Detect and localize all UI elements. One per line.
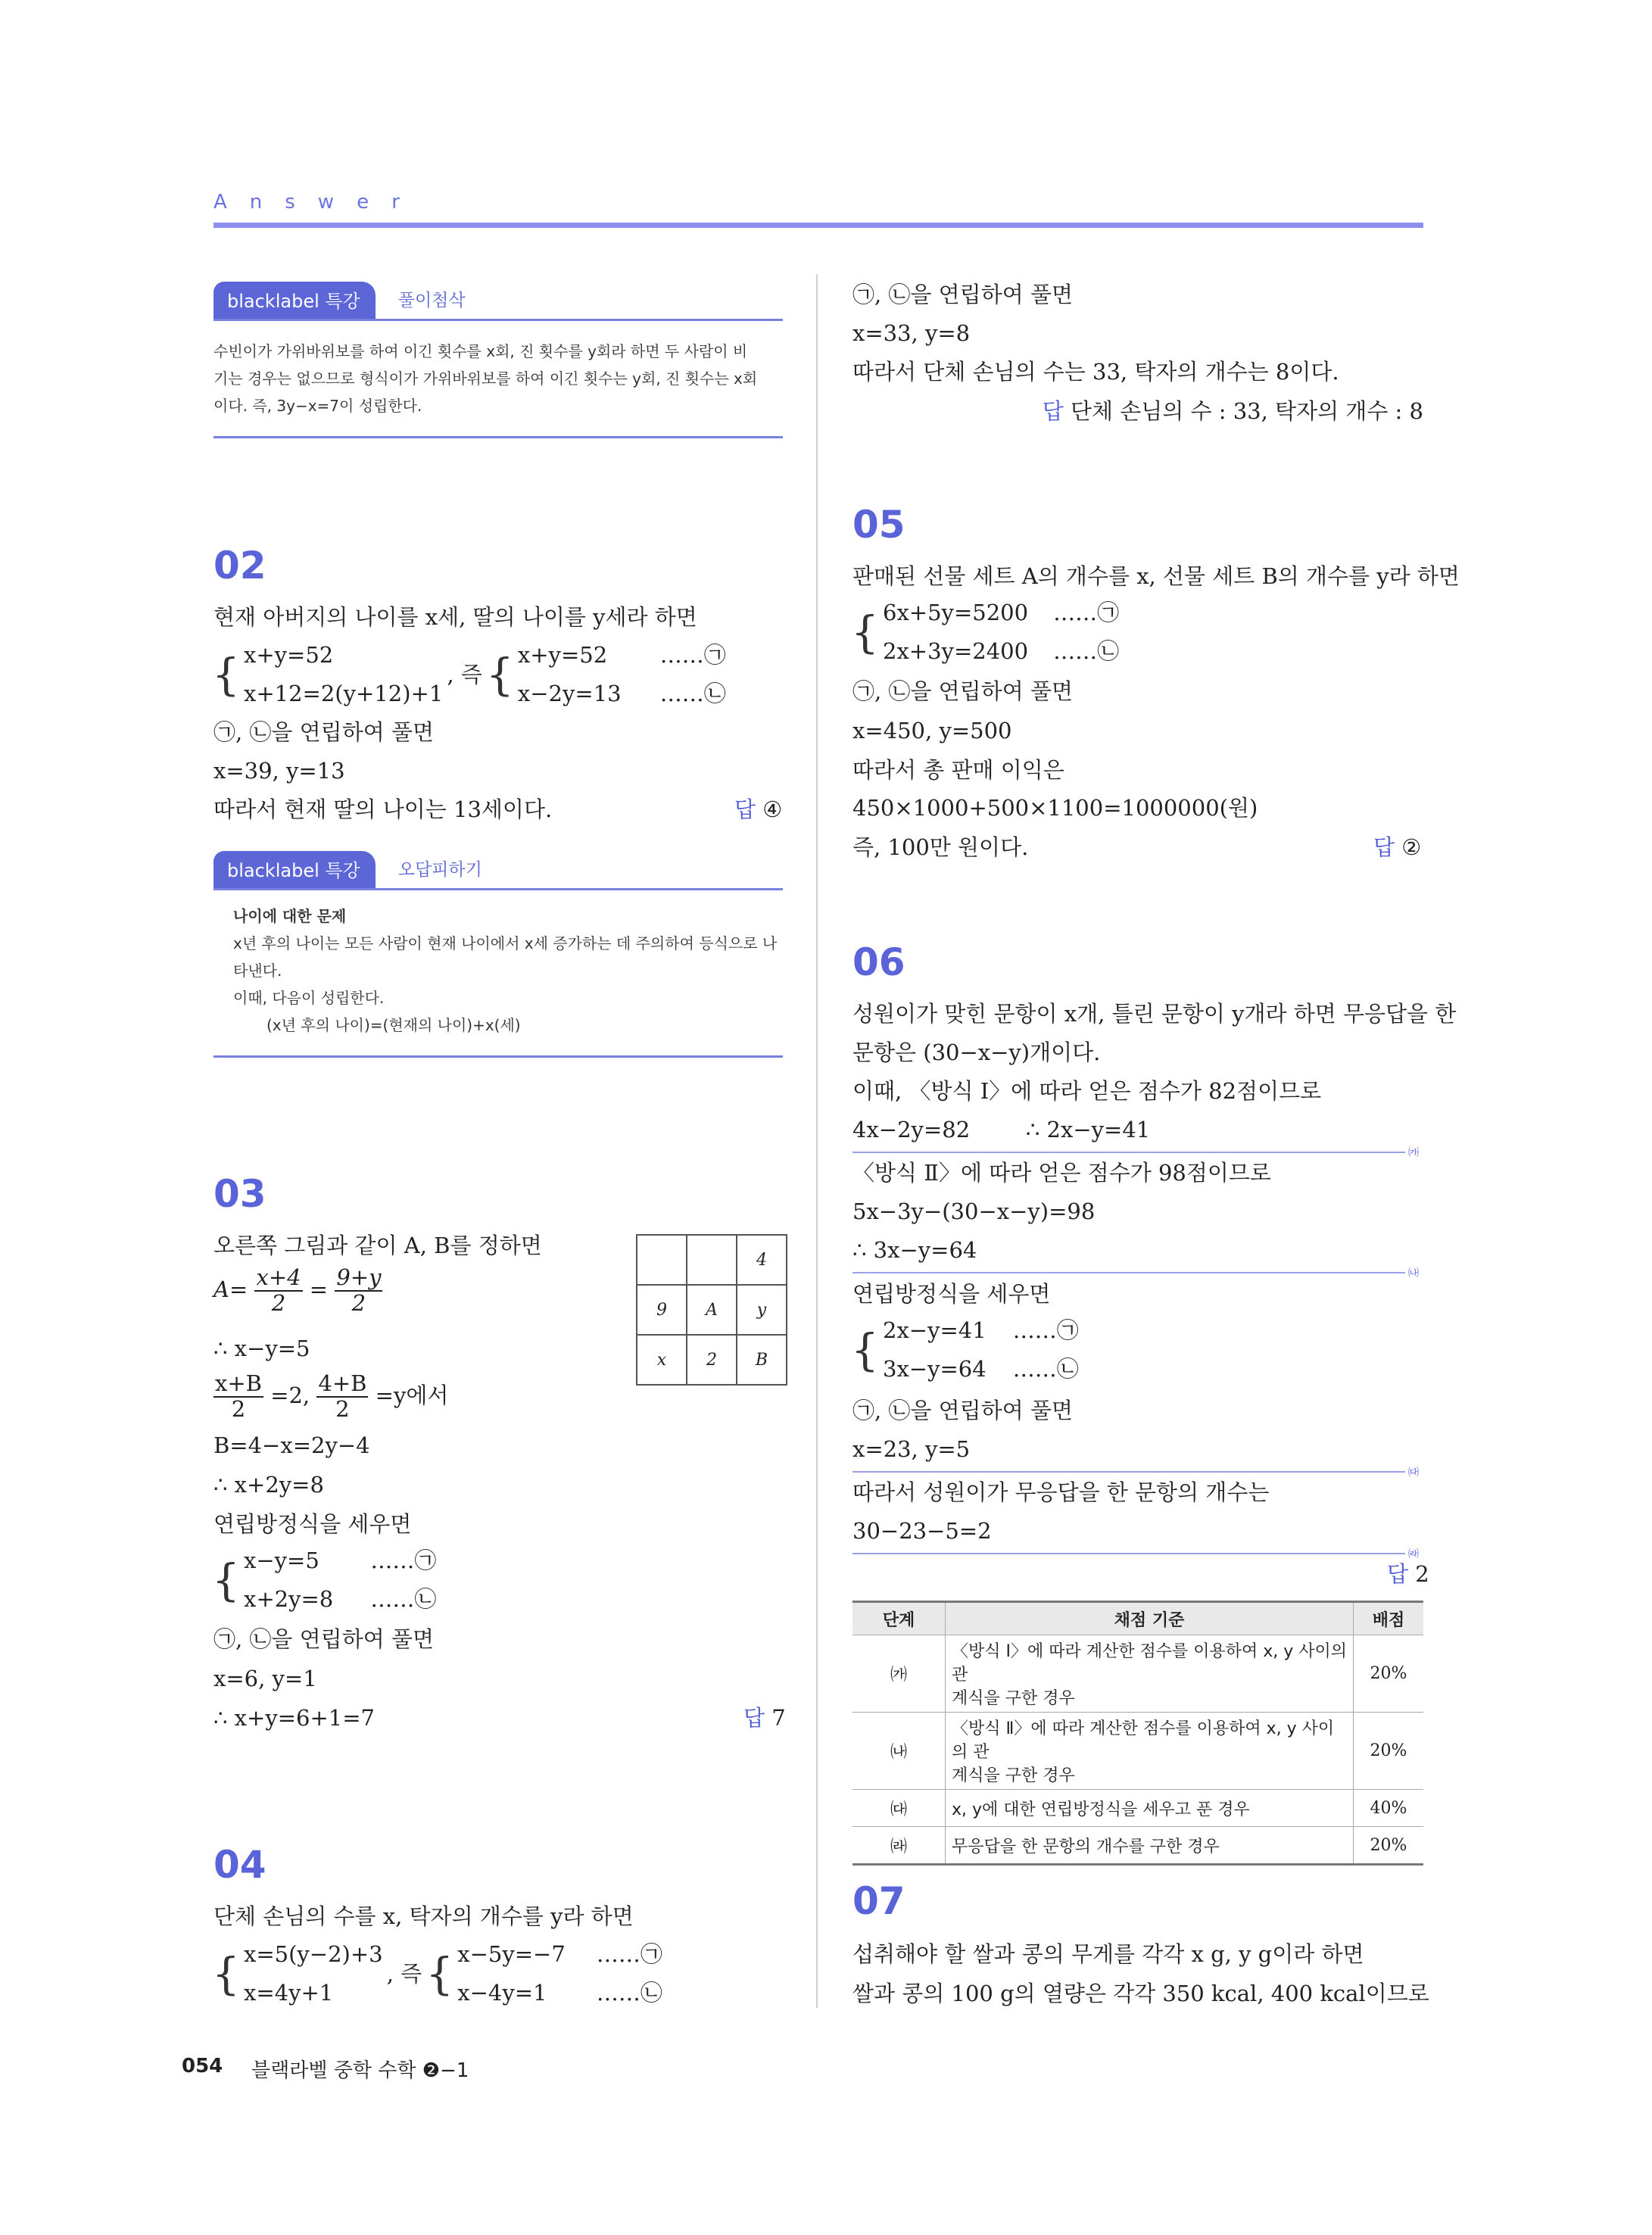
q05-line: 따라서 총 판매 이익은 [852, 757, 1064, 783]
brace-icon: { [851, 1324, 879, 1376]
q04-cont-line: 따라서 단체 손님의 수는 33, 탁자의 개수는 8이다. [852, 359, 1339, 385]
table-cell-points: 20% [1354, 1713, 1424, 1790]
table-cell-step: ㈐ [852, 1790, 946, 1827]
q02-line: ㉠, ㉡을 연립하여 풀면 [214, 719, 434, 745]
equation-marker: ……㉡ [1053, 638, 1120, 664]
equation-marker: ……㉠ [596, 1941, 662, 1967]
grid-cell: x [637, 1335, 687, 1385]
box-tag: blacklabel 특강 [214, 282, 376, 319]
box-subtitle: 풀이첨삭 [397, 291, 466, 310]
grid-cell [637, 1235, 687, 1285]
step-divider [852, 1471, 1405, 1473]
criteria-line: 〈방식 Ⅰ〉에 따라 계산한 점수를 이용하여 x, y 사이의 관 [952, 1642, 1348, 1685]
denominator: 2 [271, 1289, 286, 1316]
grid-cell: y [737, 1285, 787, 1335]
q06-line: 5x−3y−(30−x−y)=98 [852, 1199, 1096, 1224]
answer-value: 2 [1415, 1561, 1429, 1587]
table-cell-criteria: 무응답을 한 문항의 개수를 구한 경우 [946, 1827, 1354, 1865]
equation-marker: ……㉡ [1012, 1356, 1079, 1382]
criteria-line: 계식을 구한 경우 [952, 1766, 1075, 1785]
box-text-line: x년 후의 나이는 모든 사람이 현재 나이에서 x세 증가하는 데 주의하여 등식으로 나 [233, 934, 778, 952]
box-text-line: 기는 경우는 없으므로 형식이가 가위바위보를 하여 이긴 횟수는 y회, 진 횟수는 x회 [214, 369, 758, 388]
table-cell-points: 20% [1354, 1827, 1424, 1865]
q03-line: ㉠, ㉡을 연립하여 풀면 [214, 1626, 434, 1652]
problem-number-03: 03 [214, 1172, 267, 1216]
brace-icon: { [212, 1554, 240, 1606]
box-title: 나이에 대한 문제 [233, 907, 347, 925]
q07-line: 섭취해야 할 쌀과 콩의 무게를 각각 x g, y g이라 하면 [852, 1941, 1364, 1967]
joiner-text: , 즉 [447, 661, 482, 687]
grid-cell: 2 [687, 1335, 737, 1385]
q06-line: 문항은 (30−x−y)개이다. [852, 1040, 1101, 1065]
equation-marker: ……㉡ [596, 1980, 662, 2006]
step-label: ㈑ [1408, 1548, 1419, 1560]
problem-number-04: 04 [214, 1843, 267, 1887]
brace-icon: { [485, 649, 514, 700]
denominator: 2 [351, 1289, 366, 1316]
q06-line: ㉠, ㉡을 연립하여 풀면 [852, 1398, 1073, 1423]
grid-cell [687, 1235, 737, 1285]
answer-value: 단체 손님의 수 : 33, 탁자의 개수 : 8 [1070, 398, 1423, 424]
table-row [852, 1713, 1423, 1790]
step-divider [852, 1272, 1405, 1273]
q02-line: x=39, y=13 [214, 758, 345, 784]
math-text: A= [214, 1276, 248, 1302]
box-text-line: 수빈이가 가위바위보를 하여 이긴 횟수를 x회, 진 횟수를 y회라 하면 두 사람이 비 [214, 342, 748, 360]
q06-equation-system [851, 1311, 1079, 1389]
q05-intro: 판매된 선물 세트 A의 개수를 x, 선물 세트 B의 개수를 y라 하면 [852, 563, 1460, 589]
numerator: x+B [215, 1370, 262, 1396]
brace-icon: { [851, 606, 879, 658]
step-label: ㈎ [1408, 1147, 1419, 1159]
equation: x=5(y−2)+3 [244, 1941, 383, 1967]
q03-grid-figure [636, 1234, 787, 1386]
q02-equation-system [212, 636, 726, 713]
q05-line: 즉, 100만 원이다. [852, 834, 1029, 860]
table-cell-step: ㈏ [852, 1713, 946, 1790]
box-text-line: 타낸다. [233, 962, 282, 980]
header-answer-word: Answer [214, 191, 422, 214]
book-title: 블랙라벨 중학 수학 ❷−1 [251, 2059, 469, 2082]
q06-line: 30−23−5=2 [852, 1518, 992, 1544]
step-label: ㈏ [1408, 1267, 1419, 1280]
table-cell-points: 20% [1354, 1635, 1424, 1713]
q04-answer [1043, 392, 1423, 431]
q06-line: 이때, 〈방식 Ⅰ〉에 따라 얻은 점수가 82점이므로 [852, 1078, 1322, 1104]
table-cell-points: 40% [1354, 1790, 1424, 1827]
table-header: 단계 [852, 1602, 946, 1635]
fraction [335, 1266, 382, 1316]
q05-answer [1373, 828, 1421, 867]
q02-line: 따라서 현재 딸의 나이는 13세이다. [214, 796, 553, 822]
brace-icon: { [212, 649, 240, 700]
equation-marker: ……㉠ [370, 1548, 437, 1573]
q03-eq1 [214, 1266, 382, 1316]
answer-label: 답 [1373, 834, 1395, 860]
q04-cont-line: ㉠, ㉡을 연립하여 풀면 [852, 282, 1073, 307]
q02-answer [734, 790, 782, 829]
equation-marker: ……㉡ [370, 1586, 437, 1612]
step-label: ㈐ [1408, 1467, 1419, 1479]
answer-value: ② [1401, 834, 1422, 860]
equation: x−4y=1 [457, 1980, 547, 2006]
q06-line: 4x−2y=82 ∴ 2x−y=41 [852, 1117, 1151, 1142]
equation: x−5y=−7 [457, 1941, 566, 1967]
table-cell-criteria: x, y에 대한 연립방정식을 세우고 푼 경우 [946, 1790, 1354, 1827]
equation-marker: ……㉠ [1053, 600, 1120, 625]
q02-intro: 현재 아버지의 나이를 x세, 딸의 나이를 y세라 하면 [214, 604, 697, 630]
fraction [254, 1266, 302, 1316]
problem-number-06: 06 [852, 940, 905, 984]
q04-cont-line: x=33, y=8 [852, 320, 971, 346]
equation: x+y=52 [517, 642, 608, 668]
q05-line: x=450, y=500 [852, 718, 1012, 743]
equation: 6x+5y=5200 [883, 600, 1029, 625]
math-text: = [309, 1276, 329, 1302]
table-cell-criteria [946, 1713, 1354, 1790]
criteria-line: 계식을 구한 경우 [952, 1689, 1075, 1708]
equation-marker: ……㉠ [1012, 1317, 1079, 1343]
box-text-line: 이다. 즉, 3y−x=7이 성립한다. [214, 397, 422, 415]
header-rule [214, 223, 1423, 228]
table-header: 배점 [1354, 1602, 1424, 1635]
q06-line: 성원이가 맞힌 문항이 x개, 틀린 문항이 y개라 하면 무응답을 한 [852, 1001, 1457, 1027]
problem-number-02: 02 [214, 544, 267, 588]
q06-line: ∴ 3x−y=64 [852, 1237, 977, 1263]
equation-marker: ……㉡ [659, 681, 726, 706]
q06-line: x=23, y=5 [852, 1436, 971, 1462]
q06-line: 연립방정식을 세우면 [852, 1281, 1051, 1307]
q06-answer [1387, 1555, 1429, 1594]
q03-intro: 오른쪽 그림과 같이 A, B를 정하면 [214, 1233, 542, 1258]
numerator: x+4 [256, 1264, 301, 1290]
q07-line: 쌀과 콩의 100 g의 열량은 각각 350 kcal, 400 kcal이므로 [852, 1981, 1429, 2006]
equation: x−2y=13 [517, 681, 622, 706]
equation: x=4y+1 [244, 1980, 334, 2006]
table-cell-step: ㈑ [852, 1827, 946, 1865]
answer-value: ④ [762, 796, 783, 822]
table-cell-step: ㈎ [852, 1635, 946, 1713]
denominator: 2 [231, 1395, 246, 1422]
denominator: 2 [335, 1395, 350, 1422]
q03-line: B=4−x=2y−4 [214, 1432, 370, 1458]
box-text-line: 이때, 다음이 성립한다. [233, 989, 385, 1007]
criteria-line: 〈방식 Ⅱ〉에 따라 계산한 점수를 이용하여 x, y 사이의 관 [952, 1719, 1335, 1762]
scoring-table [852, 1601, 1423, 1866]
step-divider [852, 1553, 1405, 1554]
q04-equation-system [212, 1935, 662, 2012]
blacklabel-box-solution-note [214, 282, 783, 438]
page-number: 054 [182, 2055, 223, 2078]
equation-marker: ……㉠ [659, 642, 726, 668]
equation: x+y=52 [244, 642, 334, 668]
equation: 3x−y=64 [883, 1356, 987, 1382]
fraction [316, 1372, 368, 1422]
q03-line: ∴ x+2y=8 [214, 1472, 324, 1498]
answer-label: 답 [743, 1705, 765, 1731]
brace-icon: { [212, 1948, 240, 2000]
math-text: =y에서 [375, 1382, 449, 1408]
box-bottom-rule [214, 436, 783, 438]
q03-eq2 [214, 1372, 448, 1422]
box-bottom-rule [214, 1055, 783, 1058]
math-text: =2, [270, 1382, 317, 1408]
box-tag: blacklabel 특강 [214, 851, 376, 888]
table-row [852, 1635, 1423, 1713]
numerator: 4+B [318, 1370, 367, 1396]
problem-number-07: 07 [852, 1879, 905, 1923]
grid-cell: 9 [637, 1285, 687, 1335]
step-divider [852, 1152, 1405, 1153]
q03-line: x=6, y=1 [214, 1666, 317, 1691]
grid-cell: B [737, 1335, 787, 1385]
q04-intro: 단체 손님의 수를 x, 탁자의 개수를 y라 하면 [214, 1903, 634, 1929]
q03-line: 연립방정식을 세우면 [214, 1511, 412, 1537]
q05-equation-system [851, 594, 1119, 671]
equation: 2x+3y=2400 [883, 638, 1029, 664]
q03-line: ∴ x+y=6+1=7 [214, 1705, 375, 1731]
q03-equation-system [212, 1541, 436, 1619]
blacklabel-box-mistake-avoid [214, 851, 783, 1058]
q05-line: ㉠, ㉡을 연립하여 풀면 [852, 678, 1073, 704]
q03-line: ∴ x−y=5 [214, 1336, 310, 1361]
answer-label: 답 [734, 796, 756, 822]
grid-cell: A [687, 1285, 737, 1335]
joiner-text: , 즉 [386, 1960, 422, 1987]
table-row [852, 1827, 1423, 1865]
box-text-line: (x년 후의 나이)=(현재의 나이)+x(세) [267, 1016, 521, 1034]
table-cell-criteria [946, 1635, 1354, 1713]
grid-cell: 4 [737, 1235, 787, 1285]
answer-value: 7 [771, 1705, 786, 1731]
table-row [852, 1790, 1423, 1827]
equation: x+2y=8 [244, 1586, 334, 1612]
brace-icon: { [425, 1948, 454, 2000]
answer-label: 답 [1387, 1561, 1409, 1587]
box-subtitle: 오답피하기 [397, 860, 482, 880]
problem-number-05: 05 [852, 503, 905, 547]
q05-line: 450×1000+500×1100=1000000(원) [852, 795, 1258, 821]
q03-answer [743, 1699, 786, 1738]
fraction [214, 1372, 263, 1422]
equation: x−y=5 [244, 1548, 319, 1573]
q06-line: 따라서 성원이가 무응답을 한 문항의 개수는 [852, 1479, 1270, 1505]
equation: 2x−y=41 [883, 1317, 987, 1343]
numerator: 9+y [336, 1264, 382, 1290]
column-divider [816, 274, 818, 2008]
equation: x+12=2(y+12)+1 [244, 681, 444, 706]
q06-line: 〈방식 Ⅱ〉에 따라 얻은 점수가 98점이므로 [852, 1160, 1271, 1186]
answer-label: 답 [1042, 398, 1064, 424]
table-header: 채점 기준 [946, 1602, 1354, 1635]
